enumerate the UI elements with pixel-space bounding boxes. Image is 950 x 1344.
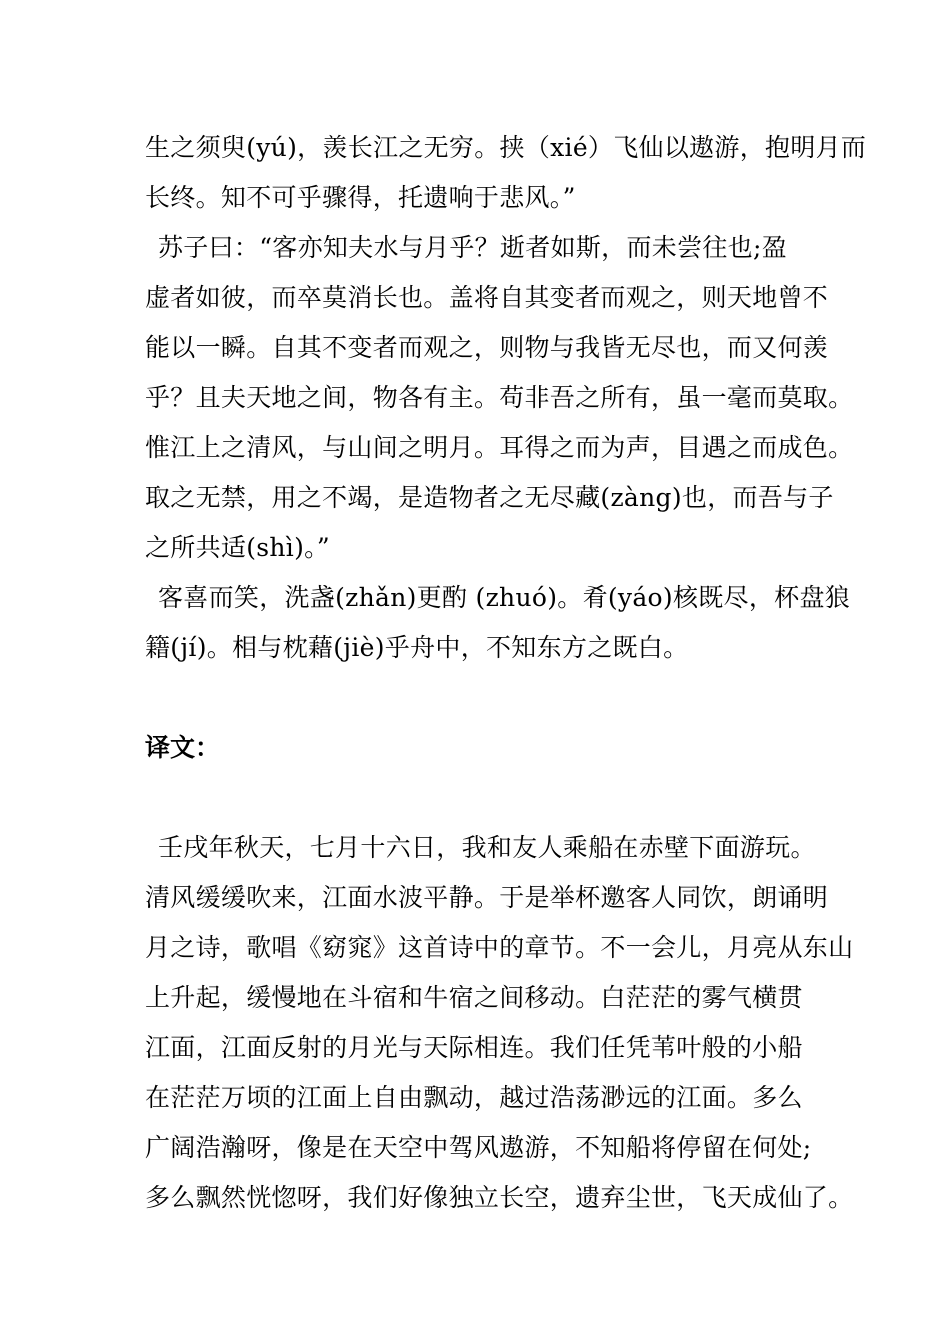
spacer	[145, 673, 835, 723]
text-line: 长终。知不可乎骤得，托遗响于悲风。”	[145, 183, 576, 212]
document-page	[145, 123, 867, 1223]
text-line: 月之诗，歌唱《窈窕》这首诗中的章节。不一会儿，月亮从东山	[145, 933, 854, 962]
translation-heading: 译文：	[145, 733, 221, 762]
text-line: 乎？且夫天地之间，物各有主。苟非吾之所有，虽一毫而莫取。	[145, 383, 854, 412]
text-line: 清风缓缓吹来，江面水波平静。于是举杯邀客人同饮，朗诵明	[145, 883, 829, 912]
text-line: 生之须臾(yú)，羡长江之无穷。挟（xié）飞仙以遨游，抱明月而	[145, 133, 867, 162]
text-line: 能以一瞬。自其不变者而观之，则物与我皆无尽也，而又何羡	[145, 333, 829, 362]
translation-text	[145, 823, 854, 1223]
text-line: 上升起，缓慢地在斗宿和牛宿之间移动。白茫茫的雾气横贯	[145, 983, 803, 1012]
text-line: 苏子曰：“客亦知夫水与月乎？逝者如斯，而未尝往也;盈	[158, 233, 788, 262]
text-line: 广阔浩瀚呀，像是在天空中驾风遨游，不知船将停留在何处;	[145, 1133, 812, 1162]
text-line: 客喜而笑，洗盏(zhǎn)更酌 (zhuó)。肴(yáo)核既尽，杯盘狼	[158, 583, 851, 612]
text-line: 惟江上之清风，与山间之明月。耳得之而为声，目遇之而成色。	[145, 433, 854, 462]
text-line: 多么飘然恍惚呀，我们好像独立长空，遗弃尘世，飞天成仙了。	[145, 1183, 854, 1212]
text-line: 之所共适(shì)。”	[145, 533, 331, 562]
spacer	[145, 773, 835, 823]
original-text	[145, 123, 867, 673]
text-line: 壬戌年秋天，七月十六日，我和友人乘船在赤壁下面游玩。	[158, 833, 816, 862]
text-line: 在茫茫万顷的江面上自由飘动，越过浩荡渺远的江面。多么	[145, 1083, 803, 1112]
text-line: 籍(jí)。相与枕藉(jiè)乎舟中，不知东方之既白。	[145, 633, 689, 662]
text-line: 取之无禁，用之不竭，是造物者之无尽藏(zàng)也，而吾与子	[145, 483, 834, 512]
text-line: 虚者如彼，而卒莫消长也。盖将自其变者而观之，则天地曾不	[145, 283, 829, 312]
text-line: 江面，江面反射的月光与天际相连。我们任凭苇叶般的小船	[145, 1033, 803, 1062]
